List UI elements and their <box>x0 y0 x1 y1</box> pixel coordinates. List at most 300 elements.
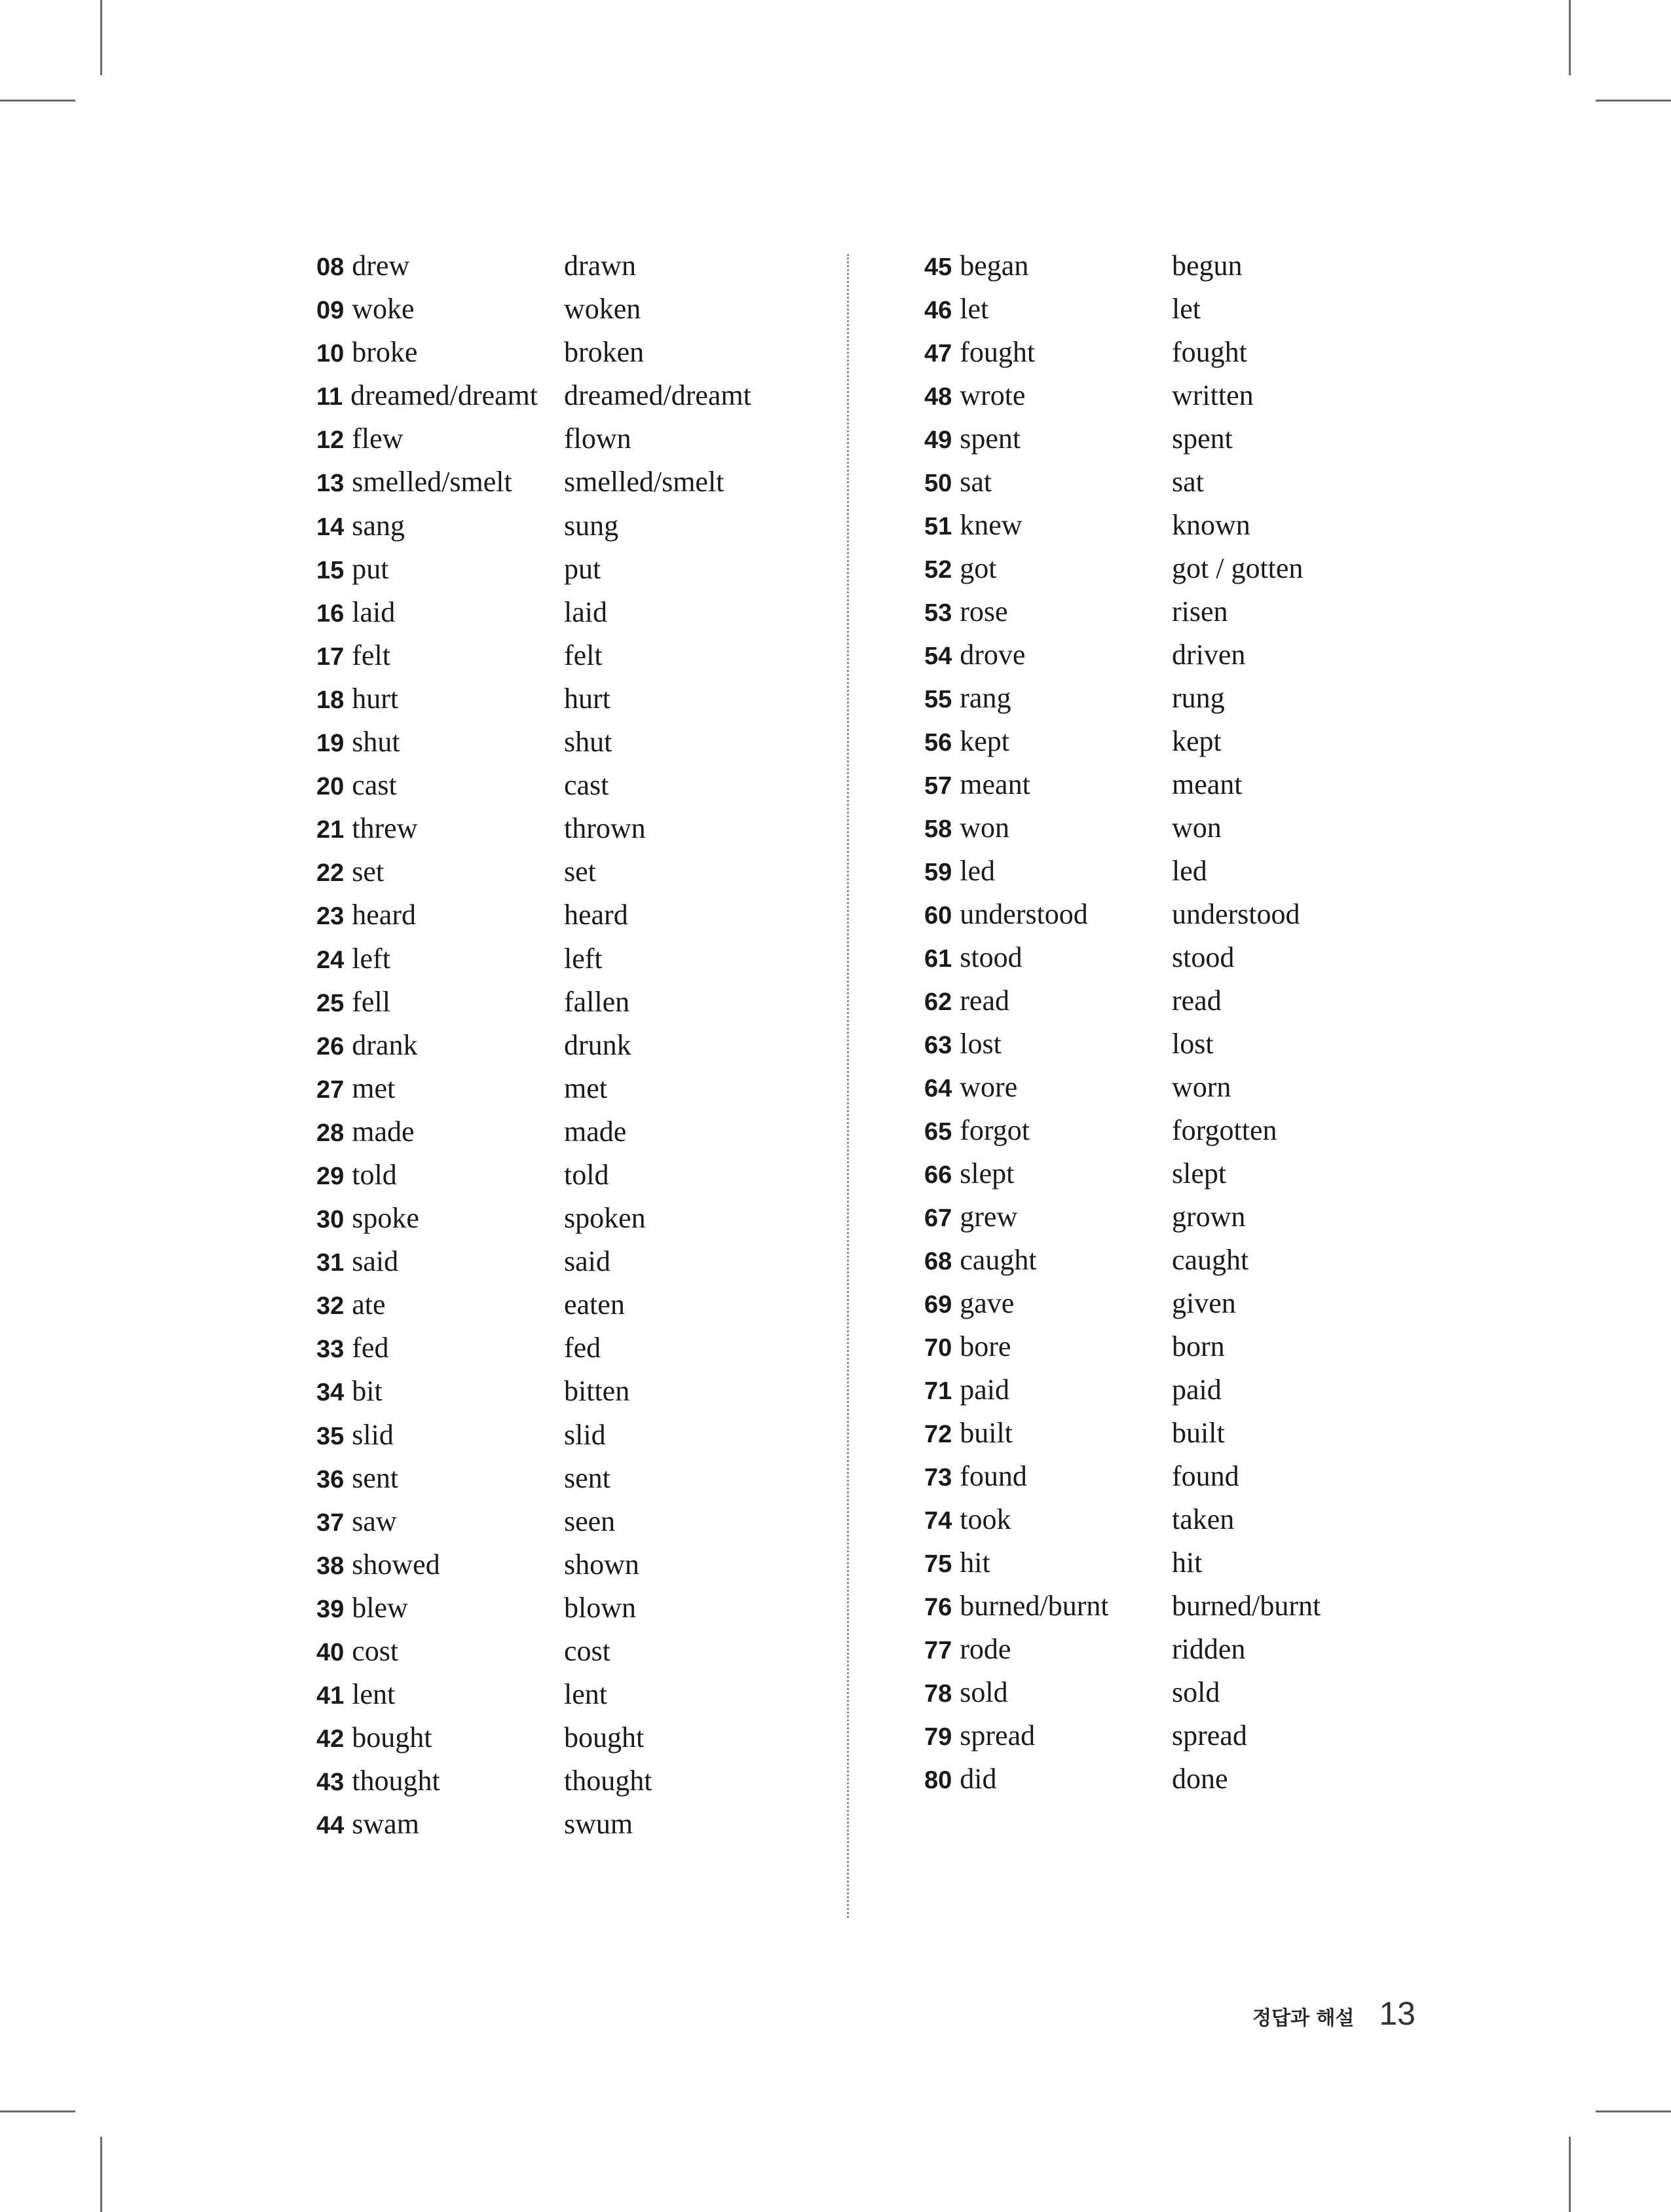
past-tense-text: lost <box>960 1028 1002 1060</box>
past-form <box>316 509 405 542</box>
past-form <box>924 552 997 585</box>
past-form <box>316 855 384 888</box>
past-tense-text: hit <box>960 1547 990 1579</box>
item-number: 08 <box>316 253 345 281</box>
past-tense-text: drove <box>960 639 1026 671</box>
past-form <box>924 1416 1013 1450</box>
crop-mark <box>1596 2110 1671 2112</box>
past-form <box>316 898 416 931</box>
item-number: 56 <box>924 729 952 757</box>
past-form <box>316 292 415 326</box>
past-participle: cast <box>564 769 609 802</box>
past-tense-text: felt <box>352 639 390 671</box>
past-participle: written <box>1172 379 1254 411</box>
past-tense-text: led <box>960 855 996 887</box>
item-number: 49 <box>924 426 952 454</box>
past-tense-text: did <box>960 1763 997 1795</box>
past-form <box>924 1503 1011 1536</box>
past-participle: taken <box>1172 1503 1235 1535</box>
past-participle: slept <box>1172 1157 1227 1190</box>
item-number: 78 <box>924 1680 952 1708</box>
past-form <box>316 768 397 802</box>
past-participle: flown <box>564 422 631 455</box>
page-footer <box>1252 1995 1416 2033</box>
past-tense-text: smelled/smelt <box>352 466 512 498</box>
item-number: 65 <box>924 1118 952 1146</box>
past-form <box>924 941 1023 974</box>
item-number: 31 <box>316 1249 345 1277</box>
past-tense-text: hurt <box>352 682 399 715</box>
past-participle: fallen <box>564 985 630 1018</box>
past-form <box>316 985 390 1019</box>
item-number: 30 <box>316 1206 345 1234</box>
item-number: 40 <box>316 1639 345 1666</box>
item-number: 14 <box>316 513 345 541</box>
past-participle: won <box>1172 812 1222 844</box>
past-participle: spoken <box>564 1202 646 1235</box>
past-participle: sung <box>564 509 619 542</box>
past-tense-text: left <box>352 942 390 975</box>
crop-mark <box>1569 0 1571 75</box>
past-participle: born <box>1172 1330 1225 1362</box>
past-participle: known <box>1172 509 1250 541</box>
past-form <box>316 1764 440 1797</box>
past-form <box>924 1070 1017 1104</box>
item-number: 74 <box>924 1507 952 1535</box>
past-form <box>924 1114 1030 1147</box>
item-number: 12 <box>316 426 345 455</box>
past-participle: meant <box>1172 768 1243 800</box>
past-tense-text: kept <box>960 725 1010 757</box>
item-number: 70 <box>924 1334 952 1362</box>
past-form <box>924 1459 1027 1493</box>
item-number: 48 <box>924 383 952 411</box>
past-form <box>924 1546 990 1579</box>
past-participle: spread <box>1172 1719 1247 1752</box>
past-tense-text: won <box>960 812 1010 844</box>
past-tense-text: sat <box>960 466 992 498</box>
crop-mark <box>1596 100 1671 102</box>
crop-mark <box>1569 2137 1571 2212</box>
past-form <box>316 1461 398 1495</box>
item-number: 35 <box>316 1422 345 1450</box>
item-number: 50 <box>924 470 952 497</box>
past-participle: got / gotten <box>1172 552 1304 584</box>
item-number: 27 <box>316 1076 345 1104</box>
item-number: 22 <box>316 859 345 888</box>
past-participle: met <box>564 1072 607 1104</box>
past-form <box>316 249 409 282</box>
item-number: 59 <box>924 859 952 886</box>
item-number: 46 <box>924 297 952 324</box>
past-form <box>316 1548 440 1581</box>
past-tense-text: wrote <box>960 379 1026 411</box>
past-form <box>924 1243 1037 1277</box>
past-tense-text: drew <box>352 250 410 282</box>
past-participle: led <box>1172 855 1207 887</box>
item-number: 68 <box>924 1248 952 1275</box>
past-participle: found <box>1172 1460 1239 1492</box>
past-participle: smelled/smelt <box>564 466 724 498</box>
past-tense-text: knew <box>960 509 1023 541</box>
past-tense-text: gave <box>960 1287 1015 1319</box>
item-number: 67 <box>924 1205 952 1232</box>
past-form <box>924 508 1023 542</box>
footer-section-label: 정답과 해설 <box>1252 2007 1355 2030</box>
past-form <box>316 725 400 759</box>
past-tense-text: began <box>960 250 1029 282</box>
past-form <box>924 465 992 498</box>
past-form <box>924 379 1025 412</box>
item-number: 77 <box>924 1637 952 1664</box>
past-tense-text: threw <box>352 812 418 845</box>
item-number: 43 <box>316 1769 345 1797</box>
past-form <box>316 1288 386 1321</box>
past-tense-text: sent <box>352 1461 399 1494</box>
past-participle: put <box>564 552 601 585</box>
past-form <box>924 984 1009 1017</box>
item-number: 52 <box>924 556 952 584</box>
past-participle: drunk <box>564 1028 631 1061</box>
past-form <box>316 942 390 975</box>
item-number: 72 <box>924 1421 952 1448</box>
item-number: 39 <box>316 1595 345 1623</box>
past-form <box>924 249 1028 282</box>
item-number: 09 <box>316 297 345 325</box>
past-tense-text: caught <box>960 1244 1037 1276</box>
past-form <box>924 1632 1011 1666</box>
item-number: 16 <box>316 599 345 628</box>
item-number: 57 <box>924 772 952 800</box>
item-number: 79 <box>924 1723 952 1751</box>
past-tense-text: meant <box>960 768 1030 800</box>
past-participle: begun <box>1172 250 1243 282</box>
past-form <box>924 335 1035 369</box>
past-form <box>316 335 417 369</box>
past-participle: bitten <box>564 1375 630 1408</box>
past-participle: paid <box>1172 1374 1222 1406</box>
past-form <box>316 1678 395 1711</box>
past-participle: burned/burnt <box>1172 1590 1321 1622</box>
past-participle: swum <box>564 1808 633 1841</box>
past-tense-text: saw <box>352 1505 397 1537</box>
item-number: 32 <box>316 1292 345 1321</box>
item-number: 33 <box>316 1336 345 1364</box>
item-number: 60 <box>924 902 952 929</box>
past-tense-text: set <box>352 855 385 888</box>
past-form <box>924 1157 1014 1190</box>
crop-mark <box>0 2110 75 2112</box>
past-participle: slid <box>564 1418 606 1451</box>
item-number: 51 <box>924 513 952 540</box>
past-tense-text: slept <box>960 1157 1015 1190</box>
past-tense-text: met <box>352 1072 396 1104</box>
item-number: 29 <box>316 1162 345 1190</box>
past-tense-text: paid <box>960 1374 1010 1406</box>
past-form <box>316 639 390 672</box>
past-form <box>924 854 995 888</box>
crop-mark <box>0 100 75 102</box>
past-tense-text: cost <box>352 1635 399 1667</box>
past-tense-text: lent <box>352 1678 396 1711</box>
past-tense-text: ate <box>352 1288 386 1321</box>
item-number: 26 <box>316 1032 345 1060</box>
past-form <box>924 1027 1002 1060</box>
past-participle: stood <box>1172 941 1235 973</box>
past-form <box>924 1373 1009 1406</box>
past-participle: spent <box>1172 422 1233 455</box>
past-participle: grown <box>1172 1201 1246 1233</box>
past-participle: eaten <box>564 1288 625 1321</box>
past-participle: read <box>1172 984 1222 1017</box>
item-number: 55 <box>924 686 952 713</box>
past-form <box>924 1286 1014 1320</box>
past-participle: fed <box>564 1332 601 1364</box>
past-form <box>924 1719 1035 1752</box>
past-participle: ridden <box>1172 1633 1246 1665</box>
past-tense-text: spent <box>960 422 1021 455</box>
crop-mark <box>100 0 102 75</box>
past-tense-text: fell <box>352 985 390 1018</box>
past-form <box>316 682 398 715</box>
past-participle: bought <box>564 1721 645 1754</box>
past-tense-text: grew <box>960 1201 1018 1233</box>
past-tense-text: heard <box>352 899 416 931</box>
past-participle: risen <box>1172 595 1228 628</box>
past-participle: laid <box>564 595 607 628</box>
past-participle: worn <box>1172 1071 1231 1103</box>
past-participle: caught <box>1172 1244 1249 1276</box>
past-participle: thrown <box>564 812 646 845</box>
past-participle: seen <box>564 1505 616 1537</box>
item-number: 24 <box>316 946 345 974</box>
past-participle: built <box>1172 1417 1225 1449</box>
past-tense-text: bought <box>352 1721 432 1754</box>
past-form <box>924 638 1025 671</box>
past-participle: given <box>1172 1287 1236 1319</box>
past-participle: hurt <box>564 682 610 715</box>
item-number: 17 <box>316 643 345 671</box>
item-number: 44 <box>316 1812 345 1840</box>
item-number: 20 <box>316 773 345 801</box>
item-number: 28 <box>316 1119 345 1147</box>
past-tense-text: got <box>960 552 997 584</box>
past-tense-text: put <box>352 552 389 585</box>
past-form <box>316 379 538 412</box>
past-form <box>924 1676 1008 1709</box>
past-tense-text: woke <box>352 293 415 326</box>
item-number: 71 <box>924 1378 952 1405</box>
item-number: 53 <box>924 599 952 627</box>
past-tense-text: fought <box>960 336 1036 368</box>
past-tense-text: let <box>960 293 989 325</box>
past-tense-text: wore <box>960 1071 1018 1103</box>
past-tense-text: slid <box>352 1418 394 1451</box>
past-tense-text: found <box>960 1460 1027 1492</box>
item-number: 75 <box>924 1550 952 1578</box>
past-tense-text: drank <box>352 1028 418 1061</box>
past-tense-text: rode <box>960 1633 1011 1665</box>
past-participle: felt <box>564 639 603 671</box>
item-number: 47 <box>924 340 952 367</box>
item-number: 42 <box>316 1725 345 1753</box>
past-participle: thought <box>564 1765 652 1797</box>
item-number: 10 <box>316 340 345 368</box>
past-form <box>316 1505 397 1538</box>
past-participle: heard <box>564 899 628 931</box>
column-divider <box>847 254 849 1918</box>
item-number: 61 <box>924 945 952 973</box>
past-participle: broken <box>564 336 645 369</box>
past-form <box>316 1807 419 1841</box>
item-number: 63 <box>924 1032 952 1059</box>
past-participle: lent <box>564 1678 607 1711</box>
past-form <box>924 724 1009 758</box>
past-participle: blown <box>564 1591 636 1624</box>
past-form <box>316 465 512 498</box>
item-number: 64 <box>924 1075 952 1102</box>
past-participle: shut <box>564 726 612 759</box>
past-tense-text: sold <box>960 1676 1008 1708</box>
item-number: 25 <box>316 989 345 1017</box>
past-participle: sent <box>564 1461 610 1494</box>
past-tense-text: fed <box>352 1332 389 1364</box>
past-tense-text: took <box>960 1503 1011 1535</box>
past-participle: woken <box>564 293 641 326</box>
past-tense-text: built <box>960 1417 1013 1449</box>
item-number: 62 <box>924 988 952 1016</box>
past-participle: cost <box>564 1635 610 1667</box>
past-participle: made <box>564 1115 627 1148</box>
past-tense-text: cast <box>352 769 397 802</box>
past-participle: left <box>564 942 603 975</box>
past-tense-text: spoke <box>352 1202 419 1235</box>
item-number: 76 <box>924 1594 952 1621</box>
past-participle: lost <box>1172 1028 1214 1060</box>
past-form <box>316 1374 383 1408</box>
past-tense-text: showed <box>352 1548 440 1581</box>
past-tense-text: forgot <box>960 1114 1030 1146</box>
item-number: 58 <box>924 815 952 843</box>
past-tense-text: laid <box>352 595 396 628</box>
past-participle: sat <box>1172 466 1204 498</box>
past-participle: understood <box>1172 898 1300 930</box>
past-tense-text: sang <box>352 509 405 542</box>
past-form <box>316 1418 394 1452</box>
past-participle: hit <box>1172 1547 1203 1579</box>
past-tense-text: flew <box>352 422 404 455</box>
past-participle: let <box>1172 293 1201 325</box>
item-number: 11 <box>316 383 343 411</box>
past-form <box>924 768 1030 801</box>
past-participle: fought <box>1172 336 1247 368</box>
past-form <box>924 292 988 326</box>
past-form <box>316 1634 398 1668</box>
past-participle: rung <box>1172 682 1225 714</box>
past-tense-text: made <box>352 1115 415 1148</box>
item-number: 66 <box>924 1161 952 1189</box>
past-form <box>316 1331 388 1364</box>
past-tense-text: rang <box>960 682 1011 714</box>
item-number: 18 <box>316 686 345 714</box>
past-participle: drawn <box>564 250 636 282</box>
item-number: 45 <box>924 253 952 281</box>
past-form <box>316 1721 432 1754</box>
item-number: 38 <box>316 1552 345 1580</box>
item-number: 34 <box>316 1379 345 1407</box>
past-participle: told <box>564 1158 609 1191</box>
crop-mark <box>100 2137 102 2212</box>
item-number: 69 <box>924 1291 952 1319</box>
past-participle: sold <box>1172 1676 1220 1708</box>
past-tense-text: bit <box>352 1375 383 1408</box>
past-tense-text: read <box>960 984 1009 1017</box>
item-number: 23 <box>316 903 345 931</box>
past-tense-text: said <box>352 1245 399 1278</box>
past-form <box>316 552 389 586</box>
past-tense-text: understood <box>960 898 1088 930</box>
past-participle: driven <box>1172 639 1246 671</box>
past-tense-text: blew <box>352 1591 408 1624</box>
past-form <box>316 1072 395 1105</box>
past-tense-text: swam <box>352 1808 419 1841</box>
item-number: 15 <box>316 556 345 584</box>
past-participle: set <box>564 855 596 888</box>
past-participle: done <box>1172 1763 1228 1795</box>
past-form <box>924 681 1011 715</box>
past-tense-text: rose <box>960 595 1008 628</box>
past-tense-text: bore <box>960 1330 1011 1362</box>
item-number: 73 <box>924 1464 952 1491</box>
page-number: 13 <box>1379 1995 1416 2032</box>
past-form <box>316 812 417 845</box>
past-tense-text: burned/burnt <box>960 1590 1109 1622</box>
past-form <box>316 1245 398 1278</box>
past-form <box>924 1589 1109 1622</box>
item-number: 37 <box>316 1509 345 1537</box>
item-number: 41 <box>316 1682 345 1710</box>
past-form <box>924 595 1008 628</box>
past-participle: shown <box>564 1548 639 1581</box>
past-form <box>924 1762 997 1795</box>
past-participle: dreamed/dreamt <box>564 379 751 412</box>
past-form <box>924 422 1021 455</box>
item-number: 80 <box>924 1767 952 1794</box>
past-form <box>316 1591 408 1624</box>
item-number: 36 <box>316 1465 345 1493</box>
past-tense-text: broke <box>352 336 418 369</box>
past-participle: said <box>564 1245 610 1278</box>
past-form <box>316 1115 415 1148</box>
past-form <box>924 897 1088 931</box>
past-tense-text: shut <box>352 726 400 759</box>
past-form <box>924 1330 1011 1363</box>
past-tense-text: thought <box>352 1765 440 1797</box>
item-number: 54 <box>924 643 952 670</box>
past-tense-text: dreamed/dreamt <box>350 379 538 412</box>
item-number: 19 <box>316 730 345 758</box>
past-participle: forgotten <box>1172 1114 1277 1146</box>
past-tense-text: spread <box>960 1719 1036 1752</box>
item-number: 21 <box>316 816 345 844</box>
past-form <box>316 422 403 455</box>
past-form <box>924 811 1009 844</box>
past-form <box>316 1158 397 1191</box>
past-form <box>924 1200 1017 1233</box>
past-participle: kept <box>1172 725 1222 757</box>
past-form <box>316 1201 419 1235</box>
past-tense-text: told <box>352 1158 397 1191</box>
